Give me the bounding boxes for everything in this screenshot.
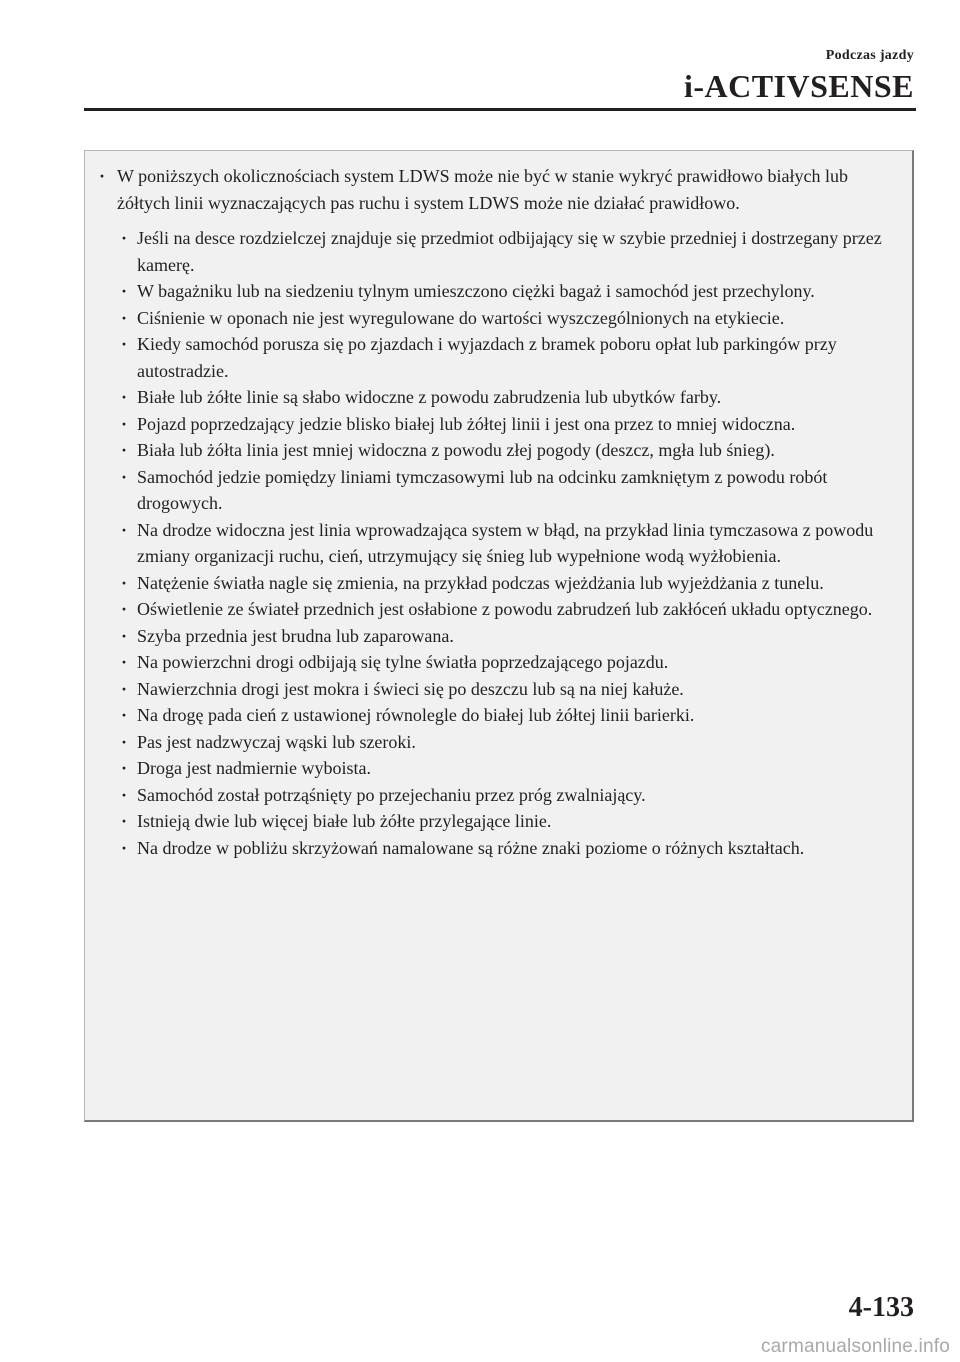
bullet-icon: ·	[121, 811, 128, 831]
bullet-icon: ·	[121, 413, 128, 434]
list-item-text: Szyba przednia jest brudna lub zaparowana.	[137, 625, 454, 646]
bullet-icon: ·	[121, 281, 128, 301]
list-item-text: Samochód został potrząśnięty po przejechaniu przez próg zwalniający.	[137, 784, 646, 805]
list-item	[121, 570, 894, 597]
bullet-icon: ·	[121, 678, 128, 699]
bullet-icon: ·	[99, 166, 106, 186]
note-intro	[99, 163, 894, 216]
list-item-text: Natężenie światła nagle się zmienia, na przykład podczas wjeżdżania lub wyjeżdżania z tunelu.	[137, 572, 824, 593]
list-item-text: Na drodze w pobliżu skrzyżowań namalowane są różne znaki poziome o różnych kształtach.	[137, 837, 805, 858]
condition-list	[99, 225, 894, 861]
list-item	[121, 808, 894, 835]
list-item	[121, 623, 894, 650]
header-divider	[84, 108, 916, 111]
section-label: Podczas jazdy	[825, 48, 914, 63]
page-header	[684, 48, 914, 104]
bullet-icon: ·	[121, 572, 128, 593]
list-item	[121, 782, 894, 809]
list-item	[121, 464, 894, 517]
bullet-icon: ·	[121, 466, 128, 487]
list-item	[121, 729, 894, 756]
bullet-icon: ·	[121, 228, 128, 248]
bullet-icon: ·	[121, 307, 128, 328]
bullet-icon: ·	[121, 387, 128, 407]
list-item-text: Na powierzchni drogi odbijają się tylne światła poprzedzającego pojazdu.	[137, 652, 669, 672]
list-item	[121, 437, 894, 464]
list-item-text: Ciśnienie w oponach nie jest wyregulowane do wartości wyszczególnionych na etykiecie.	[137, 307, 785, 328]
list-item-text: Samochód jedzie pomiędzy liniami tymczasowymi lub na odcinku zamkniętym z powodu robót drogowych.	[137, 466, 828, 513]
list-item-text: Na drogę pada cień z ustawionej równolegle do białej lub żółtej linii barierki.	[137, 705, 695, 725]
list-item	[121, 331, 894, 384]
list-item	[121, 517, 894, 570]
list-item	[121, 835, 894, 862]
bullet-icon: ·	[121, 837, 128, 858]
bullet-icon: ·	[121, 334, 128, 354]
list-item	[121, 411, 894, 438]
list-item	[121, 649, 894, 676]
list-item-text: Istnieją dwie lub więcej białe lub żółte przylegające linie.	[137, 811, 552, 831]
list-item	[121, 596, 894, 623]
bullet-icon: ·	[121, 519, 128, 540]
list-item-text: Kiedy samochód porusza się po zjazdach i wyjazdach z bramek poboru opłat lub parkingów przy autostradzie.	[137, 334, 837, 381]
bullet-icon: ·	[121, 758, 128, 778]
list-item-text: Oświetlenie ze świateł przednich jest osłabione z powodu zabrudzeń lub zakłóceń układu optycznego.	[137, 599, 873, 619]
bullet-icon: ·	[121, 625, 128, 646]
bullet-icon: ·	[121, 784, 128, 805]
list-item-text: Pas jest nadzwyczaj wąski lub szeroki.	[137, 731, 416, 752]
list-item-text: Droga jest nadmiernie wyboista.	[137, 758, 371, 778]
list-item-text: Pojazd poprzedzający jedzie blisko białej lub żółtej linii i jest ona przez to mniej widoczna.	[137, 413, 796, 434]
list-item	[121, 225, 894, 278]
list-item-text: Na drodze widoczna jest linia wprowadzająca system w błąd, na przykład linia tymczasowa z powodu zmiany organizacji ruchu, cień, utrzymujący się śnieg lub wypełnione wodą wyżłobienia.	[137, 519, 874, 566]
list-item-text: Białe lub żółte linie są słabo widoczne z powodu zabrudzenia lub ubytków farby.	[137, 387, 722, 407]
list-item	[121, 278, 894, 305]
list-item	[121, 676, 894, 703]
bullet-icon: ·	[121, 599, 128, 619]
list-item	[121, 305, 894, 332]
bullet-icon: ·	[121, 731, 128, 752]
list-item	[121, 755, 894, 782]
list-item	[121, 702, 894, 729]
note-box	[84, 150, 914, 1122]
bullet-icon: ·	[121, 652, 128, 672]
note-intro-text: W poniższych okolicznościach system LDWS może nie być w stanie wykryć prawidłowo białych lub żółtych linii wyznaczających pas ruchu i system LDWS może nie działać prawidłowo.	[117, 166, 848, 213]
list-item-text: Biała lub żółta linia jest mniej widoczna z powodu złej pogody (deszcz, mgła lub śnieg).	[137, 440, 775, 460]
page-number: 4-133	[848, 1292, 914, 1323]
list-item-text: Nawierzchnia drogi jest mokra i świeci się po deszczu lub są na niej kałuże.	[137, 678, 684, 699]
bullet-icon: ·	[121, 440, 128, 460]
bullet-icon: ·	[121, 705, 128, 725]
list-item-text: Jeśli na desce rozdzielczej znajduje się przedmiot odbijający się w szybie przedniej i dostrzegany przez kamerę.	[137, 228, 882, 275]
watermark: carmanualsonline.info	[760, 1336, 950, 1357]
list-item-text: W bagażniku lub na siedzeniu tylnym umieszczono ciężki bagaż i samochód jest przechylony.	[137, 281, 815, 301]
list-item	[121, 384, 894, 411]
chapter-title: i-ACTIVSENSE	[683, 68, 914, 104]
